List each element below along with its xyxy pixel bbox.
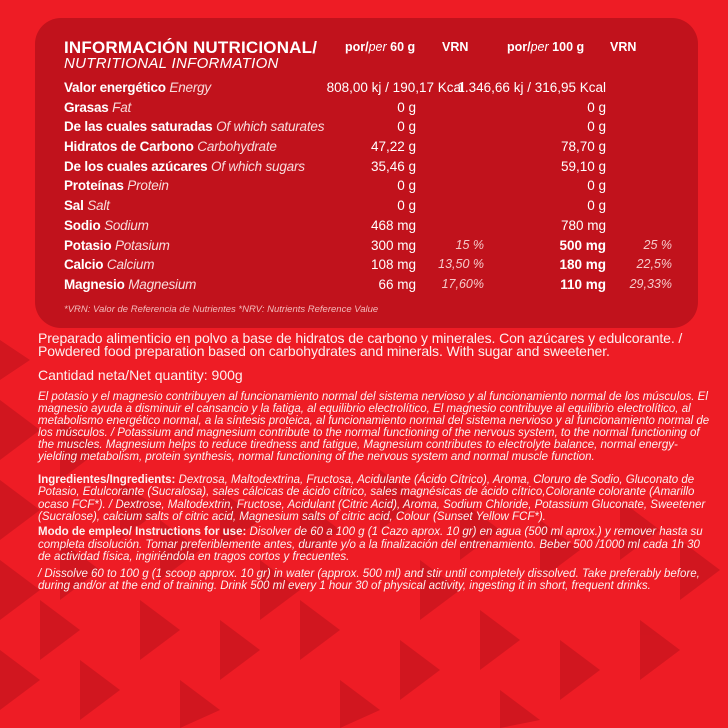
nutrition-row: De los cuales azúcares Of which sugars 35,46 g 59,10 g [64, 158, 606, 174]
nutrition-row: De las cuales saturadas Of which saturates 0 g 0 g [64, 119, 606, 135]
nutrition-row: Calcio Calcium 108 mg 13,50 % 180 mg 22,5% [64, 257, 672, 273]
health-claims: El potasio y el magnesio contribuyen al funcionamiento normal del sistema nervioso y al funcionamiento normal de los músculos. El magnesio ayuda a disminuir el cansancio y la fatiga, al equilibrio electrolítico, El magnesio contribuye al equilibrio electrolítico, al metabolismo energético normal, a la síntesis proteica, al funcionamiento normal del sistema nervioso y al funcionamiento normal de los músculos. / Potassium and magnesium contribute to the normal functioning of the nervous system, to the normal functioning of the muscles. Magnesium helps to reduce tiredness and fatigue, Magnesium contributes to electrolyte balance, normal energy-yielding metabolism, protein synthesis, normal functioning of the nervous system and normal muscle function. [38, 391, 710, 464]
nutrition-row: Grasas Fat 0 g 0 g [64, 99, 606, 115]
column-header-per-60g: por/per 60 g [345, 40, 416, 54]
column-header-per-100g: por/per 100 g [507, 40, 585, 54]
vrn-footnote: *VRN: Valor de Referencia de Nutrientes *NRV: Nutrients Reference Value [64, 304, 379, 315]
nutrition-row: Sal Salt 0 g 0 g [64, 198, 606, 214]
nutrition-subtitle: NUTRITIONAL INFORMATION [64, 55, 279, 72]
nutrition-row: Hidratos de Carbono Carbohydrate 47,22 g 78,70 g [64, 139, 606, 155]
usage-label: Modo de empleo/ Instructions for use: [38, 525, 247, 538]
nutrition-row: Proteínas Protein 0 g 0 g [64, 178, 606, 194]
energy-per-60g: 808,00 kj / 190,17 Kcal [326, 80, 464, 95]
nutrition-title: INFORMACIÓN NUTRICIONAL/ [64, 38, 318, 57]
nutrition-table [64, 78, 684, 295]
usage-text-es: Disolver de 60 a 100 g (1 Cazo aprox. 10 gr) en agua (500 ml aprox.) y remover hasta su completa disolución. Tomar preferiblemente antes, durante y/o a la finalización del entrenamiento. Beber 500 /1000 ml cada 1h 30 de actividad física, ingiriéndola en tragos cortos y frecuentes. [38, 525, 703, 564]
nutrition-facts-panel [35, 18, 698, 328]
usage-instructions-es [38, 526, 710, 564]
usage-instructions-en: / Dissolve 60 to 100 g (1 scoop approx. 10 gr) in water (approx. 500 ml) and stir until completely dissolved. Take preferably before, during and/or at the end of training. Drink 500 ml every 1 hour 30 of physical activity, ingesting it in short, frequent drinks. [38, 567, 700, 593]
nutrition-row: Potasio Potasium 300 mg 15 % 500 mg 25 % [64, 237, 672, 253]
product-description: Preparado alimenticio en polvo a base de hidratos de carbono y minerales. Con azúcares y edulcorante. / Powdered food preparation based on carbohydrates and minerals. With sugar and sweetener. [38, 330, 683, 359]
nutrition-row: Sodio Sodium 468 mg 780 mg [64, 217, 606, 233]
nutrition-row-energy: Valor energético Energy 808,00 kj / 190,17 Kcal 1.346,66 kj / 316,95 Kcal [64, 80, 606, 95]
nutrition-row: Magnesio Magnesium 66 mg 17,60% 110 mg 29,33% [64, 276, 672, 292]
column-header-vrn-100g: VRN [610, 40, 637, 54]
ingredients-text: Dextrosa, Maltodextrina, Fructosa, Acidulante (Ácido Cítrico), Aroma, Cloruro de Sodio, Gluconato de Potasio, Edulcorante (Sucralosa), sales cálcicas de ácido cítrico, sales magnésicas de ácido cítrico,Colorante colorante (Amarillo ocaso FCF*). / Dextrose, Maltodextrin, Fructose, Acidulant (Citric Acid), Aroma, Sodium Chloride, Potassium Gluconate, Sweetener (Sucralose), calcium salts of citric acid, Magnesium salts of citric acid, Colour (Sunset Yellow FCF*). [38, 473, 706, 524]
column-header-vrn-60g: VRN [442, 40, 469, 54]
energy-per-100g: 1.346,66 kj / 316,95 Kcal [457, 80, 606, 95]
net-quantity: Cantidad neta/Net quantity: 900g [38, 367, 243, 383]
ingredients-list [38, 474, 710, 524]
label-text-section [38, 332, 710, 593]
ingredients-label: Ingredientes/Ingredients: [38, 473, 176, 486]
